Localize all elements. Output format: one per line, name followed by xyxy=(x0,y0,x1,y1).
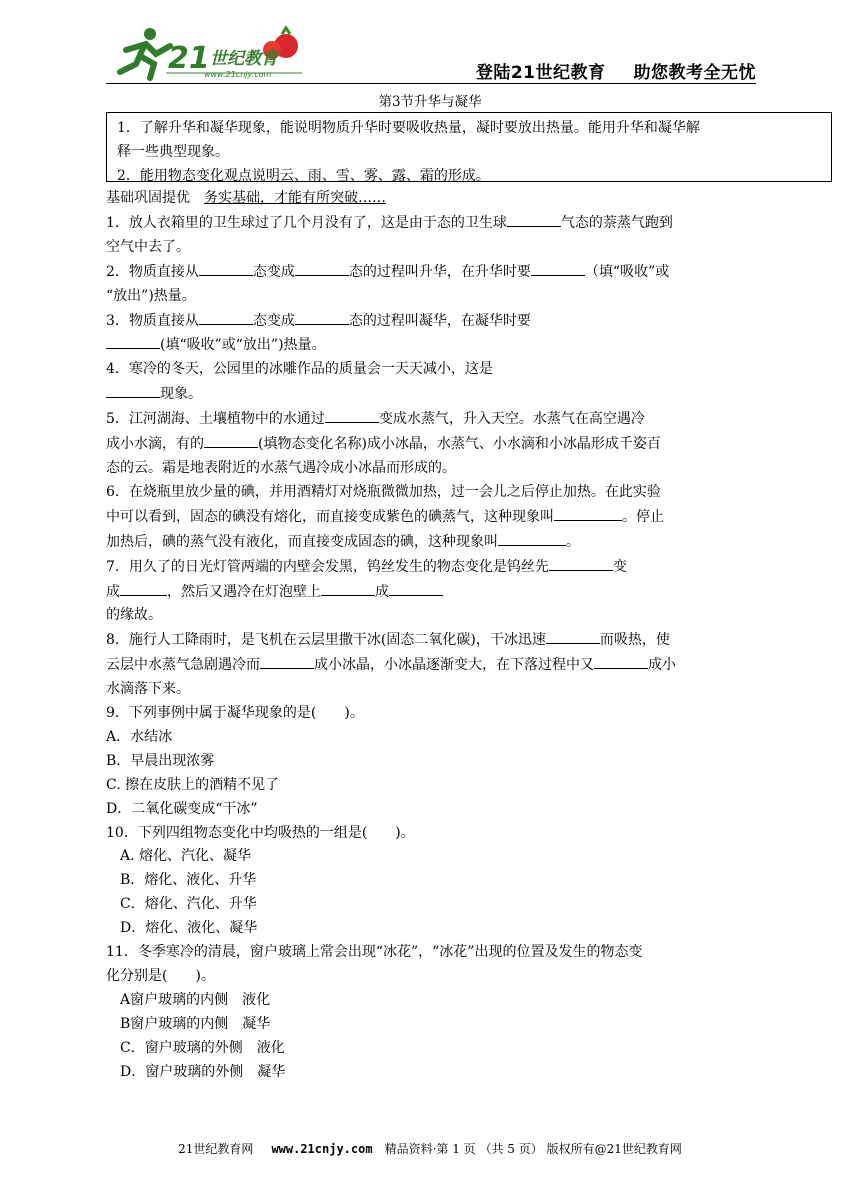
q1-text: 气态的萘蒸气跑到 xyxy=(560,214,673,231)
answer-blank[interactable] xyxy=(594,653,648,669)
option-b[interactable]: B．早晨出现浓雾 xyxy=(106,752,215,769)
footer-left: 21世纪教育网 xyxy=(178,1142,254,1156)
question-11-cont: 化分别是( )。 xyxy=(106,968,215,984)
option-c[interactable]: C．窗户玻璃的外侧 液化 xyxy=(120,1039,285,1056)
footer-right: 精品资料·第 1 页 （共 5 页） 版权所有@21世纪教育网 xyxy=(384,1142,682,1156)
question-1-cont: 空气中去了。 xyxy=(106,238,190,255)
answer-blank[interactable] xyxy=(546,628,600,644)
answer-blank[interactable] xyxy=(321,580,375,596)
section-label: 基础巩固提优 xyxy=(106,190,190,206)
answer-blank[interactable] xyxy=(549,555,613,571)
q8-text: 8．施行人工降雨时，是飞机在云层里撒干冰(固态二氧化碳)，干冰迅速 xyxy=(106,632,546,649)
q5-text: 成小水滴，有的 xyxy=(106,436,204,453)
svg-text:21: 21 xyxy=(168,41,210,76)
question-5 xyxy=(106,407,754,432)
answer-blank[interactable] xyxy=(531,260,585,276)
q5-text: (填物态变化名称)成小冰晶，水蒸气、小水滴和小冰晶形成千姿百 xyxy=(258,436,661,453)
question-8 xyxy=(106,628,754,653)
learning-objectives-box xyxy=(106,112,832,182)
answer-blank[interactable] xyxy=(389,580,443,596)
question-11: 11．冬季寒冷的清晨，窗户玻璃上常会出现“冰花”，“冰花”出现的位置及发生的物态变 xyxy=(106,944,643,961)
section-slogan: 务实基础，才能有所突破…… xyxy=(204,190,386,206)
option-a[interactable]: A. 熔化、汽化、凝华 xyxy=(120,848,252,865)
q2-text: 态的过程叫升华，在升华时要 xyxy=(348,263,531,280)
objective-line: 1．了解升华和凝华现象，能说明物质升华时要吸收热量，凝时要放出热量。能用升华和凝华解 xyxy=(117,120,700,136)
site-logo[interactable] xyxy=(106,24,306,82)
answer-blank[interactable] xyxy=(120,580,167,596)
footer-site-link[interactable]: www.21cnjy.com xyxy=(271,1142,373,1156)
q3-text: (填“吸收”或“放出”)热量。 xyxy=(160,337,326,354)
q7-text: ，然后又遇冷在灯泡壁上 xyxy=(167,583,321,600)
question-10: 10．下列四组物态变化中均吸热的一组是( )。 xyxy=(106,824,415,841)
q3-text: 态的过程叫凝华，在凝华时要 xyxy=(348,312,531,329)
question-3 xyxy=(106,309,754,334)
question-5-cont xyxy=(106,432,754,457)
option-c[interactable]: C. 擦在皮肤上的酒精不见了 xyxy=(106,776,280,793)
answer-blank[interactable] xyxy=(295,309,349,325)
option-b[interactable]: B窗户玻璃的内侧 凝华 xyxy=(120,1015,271,1032)
option-d[interactable]: D．窗户玻璃的外侧 凝华 xyxy=(120,1063,286,1080)
question-7-cont: 的缘故。 xyxy=(106,607,162,624)
option-a[interactable]: A窗户玻璃的内侧 液化 xyxy=(120,991,271,1008)
answer-blank[interactable] xyxy=(554,505,622,521)
objective-line: 释一些典型现象。 xyxy=(117,144,229,160)
question-1 xyxy=(106,211,754,236)
svg-text:世纪教育: 世纪教育 xyxy=(210,49,278,69)
q4-text: 现象。 xyxy=(160,386,202,403)
answer-blank[interactable] xyxy=(106,382,160,398)
q6-text: 。停止 xyxy=(622,508,664,525)
option-d[interactable]: D．二氧化碳变成“干冰” xyxy=(106,800,258,817)
q3-text: 3．物质直接从 xyxy=(106,312,199,329)
q5-text: 5．江河湖海、土壤植物中的水通过 xyxy=(106,411,325,428)
q6-text: 。 xyxy=(566,533,580,550)
page-title: 第3节升华与凝华 xyxy=(378,94,482,110)
answer-blank[interactable] xyxy=(498,530,566,546)
answer-blank[interactable] xyxy=(204,432,258,448)
q8-text: 成小 xyxy=(648,657,676,674)
question-7-cont xyxy=(106,580,754,605)
q2-text: （填“吸收”或 xyxy=(584,263,670,280)
q2-text: 2．物质直接从 xyxy=(106,263,199,280)
answer-blank[interactable] xyxy=(260,653,314,669)
question-2-cont: “放出”)热量。 xyxy=(106,287,196,304)
question-5-cont: 态的云。霜是地表附近的水蒸气遇冷成小冰晶而形成的。 xyxy=(106,459,456,476)
answer-blank[interactable] xyxy=(199,260,253,276)
slogan-right: 助您教考全无忧 xyxy=(633,63,756,83)
option-a[interactable]: A．水结冰 xyxy=(106,728,173,745)
option-c[interactable]: C．熔化、汽化、升华 xyxy=(120,896,257,913)
question-8-cont xyxy=(106,653,754,678)
header-divider xyxy=(106,83,756,84)
answer-blank[interactable] xyxy=(325,407,379,423)
page-header xyxy=(106,24,756,84)
q8-text: 云层中水蒸气急剧遇冷而 xyxy=(106,657,260,674)
section-heading xyxy=(106,187,754,211)
q7-text: 7．用久了的日光灯管两端的内壁会发黑，钨丝发生的物态变化是钨丝先 xyxy=(106,558,549,575)
q8-text: 成小冰晶，小冰晶逐渐变大，在下落过程中又 xyxy=(314,657,594,674)
question-7 xyxy=(106,555,754,580)
question-8-cont: 水滴落下来。 xyxy=(106,681,190,698)
answer-blank[interactable] xyxy=(106,333,160,349)
question-4: 4．寒冷的冬天，公园里的冰雕作品的质量会一天天减小，这是 xyxy=(106,361,493,378)
question-6: 6．在烧瓶里放少量的碘，并用酒精灯对烧瓶微微加热，过一会儿之后停止加热。在此实验 xyxy=(106,483,661,500)
slogan-left: 登陆21世纪教育 xyxy=(475,63,606,83)
logo-url: www.21cnjy.com xyxy=(204,70,272,79)
q3-text: 态变成 xyxy=(252,312,295,329)
q6-text: 中可以看到，固态的碘没有熔化，而直接变成紫色的碘蒸气，这种现象叫 xyxy=(106,508,554,525)
q2-text: 态变成 xyxy=(252,263,295,280)
option-d[interactable]: D．熔化、液化、凝华 xyxy=(120,920,258,937)
q1-text: 1．放人衣箱里的卫生球过了几个月没有了，这是由于态的卫生球 xyxy=(106,214,507,231)
q6-text: 加热后，碘的蒸气没有液化，而直接变成固态的碘，这种现象叫 xyxy=(106,533,498,550)
objective-line: 2．能用物态变化观点说明云、雨、雪、雾、露、霜的形成。 xyxy=(117,168,490,184)
answer-blank[interactable] xyxy=(507,211,561,227)
question-6-cont xyxy=(106,505,754,530)
q7-text: 成 xyxy=(375,583,389,600)
q7-text: 成 xyxy=(106,583,120,600)
header-slogan xyxy=(476,58,756,83)
question-3-cont xyxy=(106,333,754,358)
question-9: 9．下列事例中属于凝华现象的是( )。 xyxy=(106,705,364,722)
q7-text: 变 xyxy=(612,558,627,575)
exercise-content xyxy=(106,187,754,1085)
page-footer xyxy=(0,1140,860,1157)
answer-blank[interactable] xyxy=(199,309,253,325)
question-2 xyxy=(106,260,754,285)
q8-text: 而吸热，使 xyxy=(599,632,670,649)
option-b[interactable]: B．熔化、液化、升华 xyxy=(120,872,257,889)
answer-blank[interactable] xyxy=(295,260,349,276)
question-4-cont xyxy=(106,382,754,407)
question-6-cont xyxy=(106,530,754,555)
q5-text: 变成水蒸气，升入天空。水蒸气在高空遇冷 xyxy=(378,411,645,428)
